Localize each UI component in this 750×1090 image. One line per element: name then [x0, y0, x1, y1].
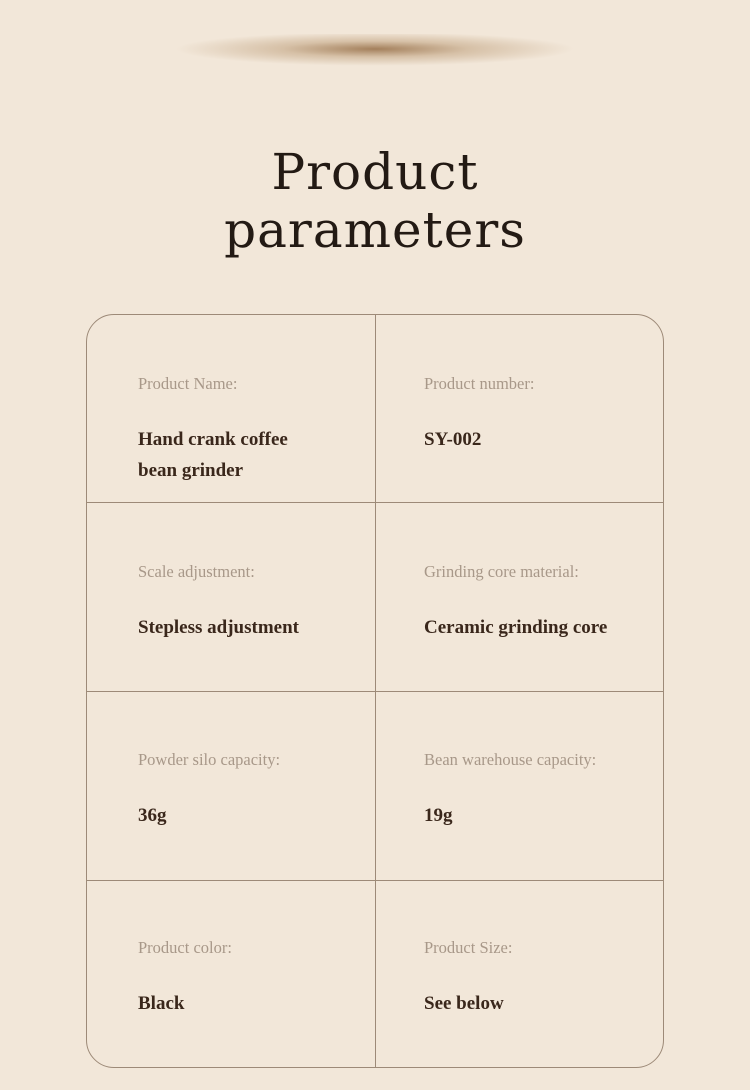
param-label: Product color: — [138, 938, 232, 957]
page-title-line-2: parameters — [224, 201, 526, 259]
table-divider-horizontal — [87, 502, 663, 503]
param-label: Grinding core material: — [424, 562, 579, 581]
param-label: Product Name: — [138, 374, 238, 393]
param-cell-bean-warehouse — [424, 750, 659, 831]
table-divider-horizontal — [87, 691, 663, 692]
param-cell-scale-adjustment — [138, 562, 368, 643]
param-label: Product number: — [424, 374, 535, 393]
param-cell-product-size — [424, 938, 654, 1019]
param-cell-powder-silo — [138, 750, 368, 831]
param-label: Bean warehouse capacity: — [424, 750, 597, 769]
param-value: Black — [138, 993, 185, 1014]
param-value: Stepless adjustment — [138, 617, 299, 638]
param-cell-product-name — [138, 374, 368, 486]
param-value: See below — [424, 993, 504, 1014]
param-label: Powder silo capacity: — [138, 750, 281, 769]
param-label: Product Size: — [424, 938, 513, 957]
parameters-table — [86, 314, 664, 1068]
param-cell-grinding-core — [424, 562, 659, 643]
decorative-shadow — [110, 34, 640, 84]
param-value: Hand crank coffee bean grinder — [138, 429, 288, 481]
param-value: 19g — [424, 805, 453, 826]
param-cell-product-number — [424, 374, 654, 455]
page-title — [0, 143, 750, 259]
table-divider-horizontal — [87, 880, 663, 881]
page-title-line-1: Product — [271, 143, 479, 201]
param-cell-product-color — [138, 938, 368, 1019]
param-value: 36g — [138, 805, 167, 826]
param-label: Scale adjustment: — [138, 562, 255, 581]
param-value: Ceramic grinding core — [424, 617, 608, 638]
param-value: SY-002 — [424, 429, 482, 450]
